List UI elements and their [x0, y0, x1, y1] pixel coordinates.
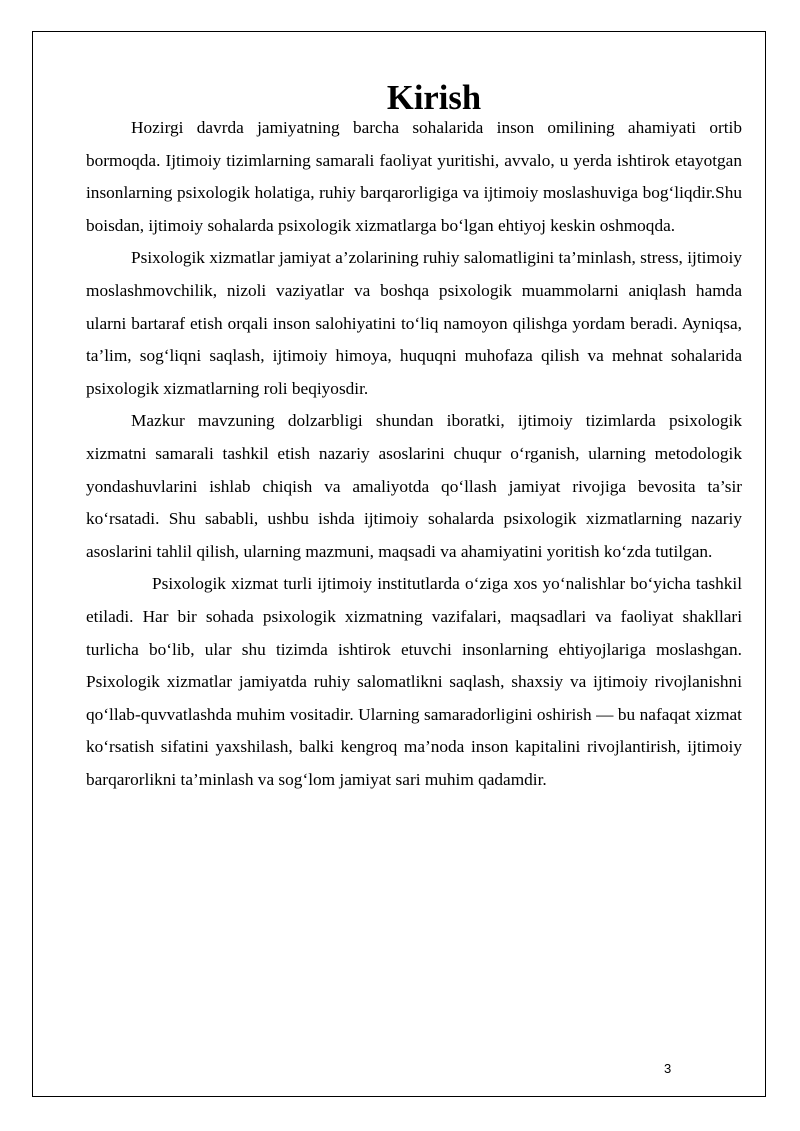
- page-number: 3: [664, 1061, 672, 1076]
- paragraph-relevance: Mazkur mavzuning dolzarbligi shundan iboratki, ijtimoiy tizimlarda psixologik xizmatni samarali tashkil etish nazariy asoslarini chuqur o‘rganish, ularning metodologik yondashuvlarini ishlab chiqish va amaliyotda qo‘llash jamiyat rivojiga bevosita ta’sir ko‘rsatadi. Shu sababli, ushbu ishda ijtimoiy sohalarda psixologik xizmatlarning nazariy asoslarini tahlil qilish, ularning mazmuni, maqsadi va ahamiyatini yoritish ko‘zda tutilgan.: [86, 411, 742, 561]
- document-body: [86, 79, 742, 796]
- paragraph-psychological-services: Psixologik xizmatlar jamiyat a’zolarining ruhiy salomatligini ta’minlash, stress, ijtimoiy moslashmovchilik, nizoli vaziyatlar va boshqa psixologik muammolarni aniqlash hamda ularni bartaraf etish orqali inson salohiyatini to‘liq namoyon qilishga yordam beradi. Ayniqsa, ta’lim, sog‘liqni saqlash, ijtimoiy himoya, huquqni muhofaza qilish va mehnat sohalarida psixologik xizmatlarning roli beqiyosdir.: [86, 248, 742, 398]
- document-title: Kirish: [386, 79, 482, 117]
- paragraph-introduction: Hozirgi davrda jamiyatning barcha sohalarida inson omilining ahamiyati ortib bormoqda. Ijtimoiy tizimlarning samarali faoliyat yuritishi, avvalo, u yerda ishtirok etayotgan insonlarning psixologik holatiga, ruhiy barqarorligiga va ijtimoiy moslashuviga bog‘liqdir.Shu boisdan, ijtimoiy sohalarda psixologik xizmatlarga bo‘lgan ehtiyoj keskin oshmoqda.: [86, 118, 742, 235]
- paragraph-institutions: Psixologik xizmat turli ijtimoiy institutlarda o‘ziga xos yo‘nalishlar bo‘yicha tashkil etiladi. Har bir sohada psixologik xizmatning vazifalari, maqsadlari va faoliyat shakllari turlicha bo‘lib, ular shu tizimda ishtirok etuvchi insonlarning ehtiyojlariga moslashgan. Psixologik xizmatlar jamiyatda ruhiy salomatlikni saqlash, shaxsiy va ijtimoiy rivojlanishni qo‘llab-quvvatlashda muhim vositadir. Ularning samaradorligini oshirish — bu nafaqat xizmat ko‘rsatish sifatini yaxshilash, balki kengroq ma’noda inson kapitalini rivojlantirish, ijtimoiy barqarorlikni ta’minlash va sog‘lom jamiyat sari muhim qadamdir.: [86, 574, 742, 789]
